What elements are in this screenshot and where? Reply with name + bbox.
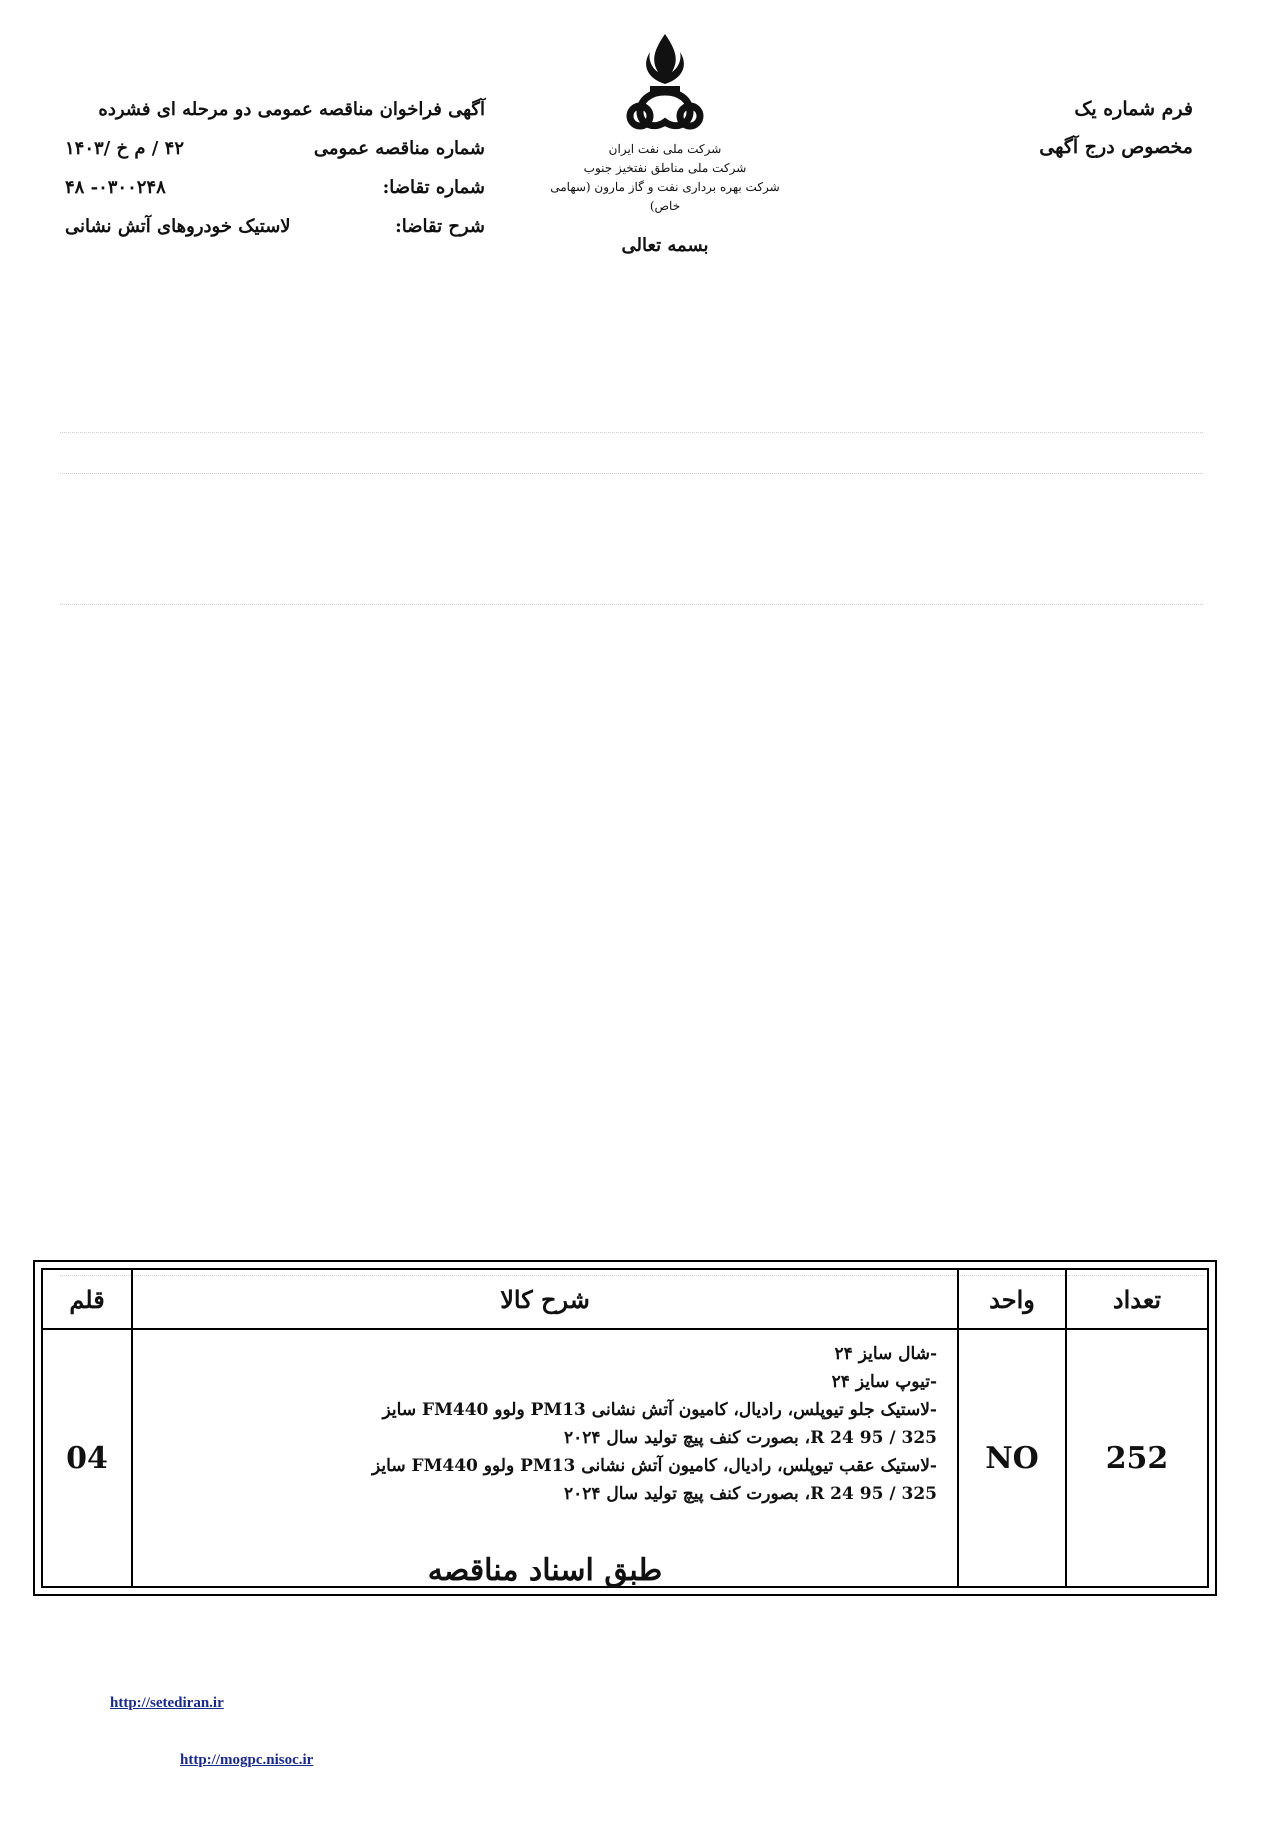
quality-documents-note [60,484,1203,605]
setediran-link[interactable]: http://setediran.ir [110,1695,224,1711]
item-line-1: -شال سایز ۲۴ [834,1344,937,1364]
notice-title: آگهی فراخوان مناقصه عمومی دو مرحله ای فشرده [98,99,485,120]
request-number-value: ۰۳۰۰۲۴۸- ۴۸ [65,177,166,198]
row-footer-text: طبق اسناد مناقصه [427,1552,663,1588]
domestic-production-note [60,443,1203,474]
form-subtitle: مخصوص درج آگهی [1039,136,1193,158]
request-desc-value: لاستیک خودروهای آتش نشانی [65,216,291,237]
numbered-conditions [60,615,1203,1276]
logo-caption-1: شرکت ملی نفت ایران [608,142,722,156]
goods-table-frame [33,1260,1217,1596]
request-desc-row [65,207,485,246]
form-label-block [993,90,1193,166]
header-unit: واحد [989,1284,1035,1314]
tender-number-label: شماره مناقصه عمومی [313,138,485,159]
item-line-4: 325 / 95 R 24، بصورت کنف پیچ تولید سال ۲۰۲۴ [563,1428,937,1448]
intro-paragraph [60,272,1203,433]
company-logo-block [540,30,790,216]
item-line-2: -تیوپ سایز ۲۴ [831,1372,937,1392]
row-count: 252 [1105,1440,1169,1476]
logo-caption-2: شرکت ملی مناطق نفتخیز جنوب [583,161,747,175]
basmala: بسمه تعالی [621,235,709,256]
row-unit: NO [985,1440,1039,1476]
row-item: 04 [66,1440,108,1476]
logo-caption-3: شرکت بهره برداری نفت و گاز مارون (سهامی خاص) [550,180,780,213]
request-number-label: شماره تقاضا: [382,177,485,198]
request-number-row [65,168,485,207]
row-description [372,1340,937,1508]
nioc-logo-icon [610,30,720,140]
tender-number-value: ۴۲ / م خ /۱۴۰۳ [65,138,184,159]
header-count: تعداد [1112,1284,1162,1314]
tender-info-block [65,90,485,246]
mogpc-link[interactable]: http://mogpc.nisoc.ir [180,1752,314,1768]
notice-body [60,272,1203,1252]
header-item: قلم [69,1284,105,1314]
goods-table [41,1268,1209,1588]
request-desc-label: شرح تقاضا: [395,216,485,237]
tender-number-row [65,129,485,168]
form-title: فرم شماره یک [1074,98,1193,120]
item-line-5: -لاستیک عقب تیوپلس، رادیال، کامیون آتش نشانی PM13 ولوو FM440 سایز [372,1456,937,1476]
header-description: شرح کالا [500,1284,590,1314]
item-line-6: 325 / 95 R 24، بصورت کنف پیچ تولید سال ۲۰۲۴ [563,1484,937,1504]
item-line-3: -لاستیک جلو تیوپلس، رادیال، کامیون آتش نشانی PM13 ولوو FM440 سایز [382,1400,937,1420]
